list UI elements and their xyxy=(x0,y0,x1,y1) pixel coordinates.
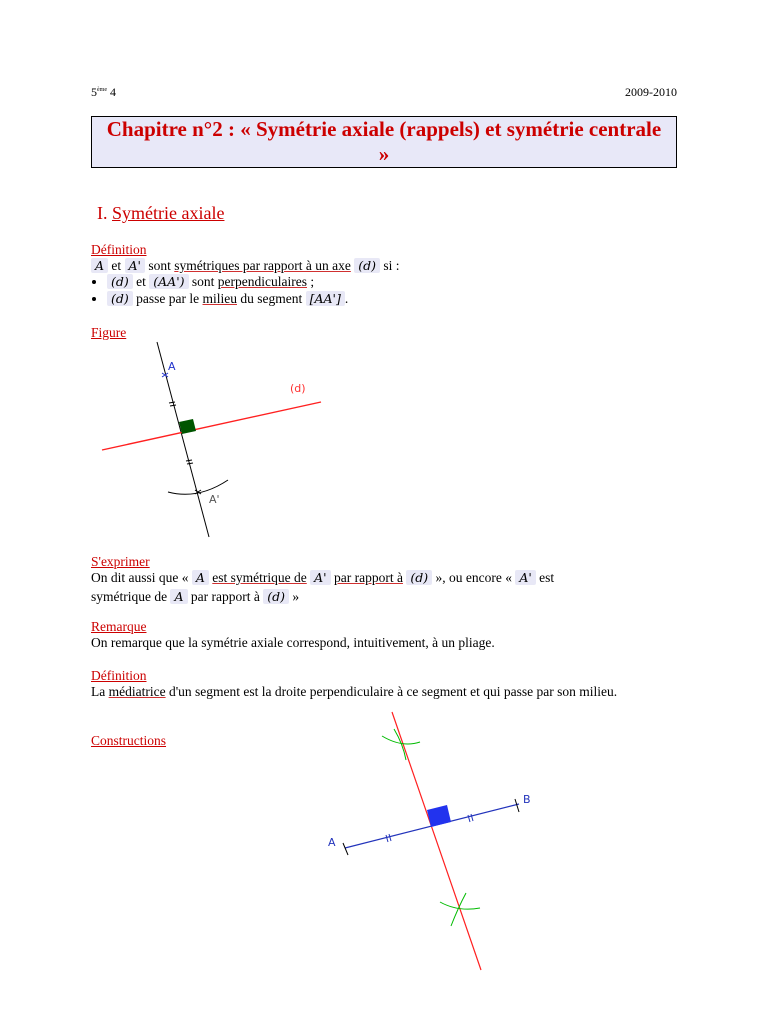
section-number: I. xyxy=(97,203,112,223)
text-et: et xyxy=(108,258,125,273)
text-sont: sont xyxy=(145,258,175,273)
right-angle-marker xyxy=(179,419,196,434)
sexprimer-text-3: par rapport à xyxy=(333,570,403,585)
text-segment: du segment xyxy=(237,291,306,306)
class-num: 4 xyxy=(107,85,116,99)
point-B-end xyxy=(515,799,519,812)
remarque-block xyxy=(91,619,681,651)
sexprimer-line-2 xyxy=(91,589,681,605)
text-end: ; xyxy=(307,274,315,289)
school-year: 2009-2010 xyxy=(625,85,677,99)
text-milieu: milieu xyxy=(202,291,237,306)
sexprimer-block xyxy=(91,554,681,605)
sexprimer-text-8: » xyxy=(289,589,300,604)
class-sup: ème xyxy=(97,87,107,93)
equal-tick xyxy=(389,834,391,841)
sexprimer-label: S'exprimer xyxy=(91,554,150,569)
remarque-text: On remarque que la symétrie axiale correspond, intuitivement, à un pliage. xyxy=(91,635,495,650)
math-d: (d) xyxy=(263,589,289,604)
math-AAp: (AA') xyxy=(149,274,188,289)
text-perpendiculaires: perpendiculaires xyxy=(217,274,307,289)
text-et: et xyxy=(132,274,150,289)
text-end: . xyxy=(344,291,349,306)
math-Ap: A' xyxy=(125,258,145,273)
construction-point-B-label: B xyxy=(523,793,531,806)
sexprimer-line-1 xyxy=(91,570,681,586)
text-passe: passe par le xyxy=(132,291,203,306)
axis-d xyxy=(102,402,321,450)
equal-tick xyxy=(186,460,192,461)
definition-label: Définition xyxy=(91,242,147,257)
math-segment: [AA'] xyxy=(306,291,345,306)
math-d: (d) xyxy=(107,274,133,289)
point-A-end xyxy=(343,843,348,855)
sexprimer-text-1: On dit aussi que « xyxy=(91,570,192,585)
equal-tick xyxy=(170,405,176,406)
math-A: A xyxy=(91,258,108,273)
construction-point-A-label: A xyxy=(328,836,336,849)
section-name: Symétrie axiale xyxy=(112,203,225,223)
def2-text-2: d'un segment est la droite perpendiculaire à ce segment et qui passe par son milieu. xyxy=(165,684,618,699)
equal-tick xyxy=(187,463,193,464)
remarque-label: Remarque xyxy=(91,619,147,634)
math-d: (d) xyxy=(107,291,133,306)
constructions-label: Constructions xyxy=(91,733,167,748)
point-A-label: A xyxy=(168,360,176,373)
def2-text-1: La xyxy=(91,684,109,699)
figure-label: Figure xyxy=(91,325,127,340)
chapter-title: Chapitre n°2 : « Symétrie axiale (rappels) et symétrie centrale » xyxy=(106,117,662,166)
sexprimer-text-2: est symétrique de xyxy=(212,570,307,585)
definition-label: Définition xyxy=(91,668,147,683)
sexprimer-text-6: symétrique de xyxy=(91,589,171,604)
perpendicular-line xyxy=(157,342,209,537)
class-main: 5 xyxy=(91,85,97,99)
equal-tick xyxy=(471,814,473,821)
point-Ap-label: A' xyxy=(209,493,220,506)
math-Ap: A' xyxy=(515,570,535,585)
mediatrice-line xyxy=(392,712,481,970)
definition-2 xyxy=(91,668,681,700)
text-si: si : xyxy=(379,258,400,273)
math-A: A xyxy=(170,589,187,604)
sexprimer-text-5: est xyxy=(535,570,555,585)
text-symetriques: symétriques par rapport à un axe xyxy=(174,258,351,273)
definition-2-text xyxy=(91,684,681,700)
sexprimer-text-4: », ou encore « xyxy=(432,570,516,585)
line-d-label: (d) xyxy=(290,382,306,395)
text-sont: sont xyxy=(188,274,218,289)
right-angle-marker-2 xyxy=(427,805,451,827)
sexprimer-text-7: par rapport à xyxy=(187,589,264,604)
equal-tick xyxy=(169,402,175,403)
equal-tick xyxy=(386,835,388,842)
math-d: (d) xyxy=(406,570,432,585)
math-d: (d) xyxy=(354,258,380,273)
math-A: A xyxy=(192,570,209,585)
constructions-section xyxy=(91,733,681,749)
text-mediatrice: médiatrice xyxy=(108,684,166,699)
math-Ap: A' xyxy=(310,570,330,585)
